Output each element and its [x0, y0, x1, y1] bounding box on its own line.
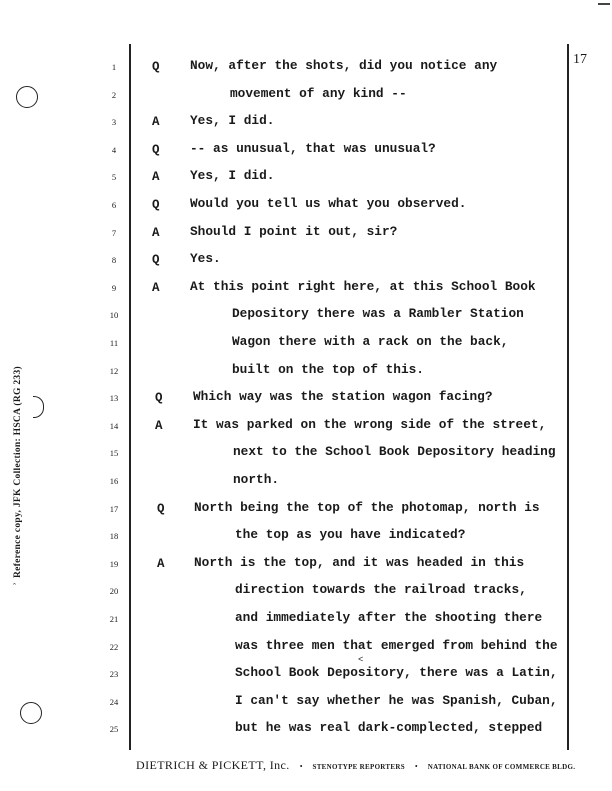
- line-number: 15: [109, 448, 119, 459]
- speaker-label: A: [155, 418, 163, 433]
- footer-separator: •: [299, 762, 303, 771]
- transcript-line: built on the top of this.: [232, 361, 424, 377]
- binding-bracket: [33, 396, 44, 418]
- footer-firm: DIETRICH & PICKETT, Inc.: [136, 758, 290, 772]
- line-number: 12: [109, 365, 119, 376]
- transcript-line: Yes.: [190, 251, 221, 267]
- speaker-label: Q: [155, 391, 163, 406]
- footer-address: NATIONAL BANK OF COMMERCE BLDG.: [427, 763, 576, 771]
- line-number: 25: [109, 724, 119, 735]
- transcript-line: the top as you have indicated?: [235, 527, 466, 543]
- transcript-line: but he was real dark-complected, stepped: [235, 720, 543, 736]
- transcript-line: School Book Depository, there was a Latin,: [235, 665, 558, 681]
- transcript-line: and immediately after the shooting there: [235, 610, 543, 625]
- speaker-label: Q: [152, 198, 160, 212]
- transcript-line: Which way was the station wagon facing?: [193, 389, 493, 405]
- line-number: 10: [109, 310, 119, 321]
- transcript-line: It was parked on the wrong side of the street,: [193, 416, 547, 432]
- transcript-line: Yes, I did.: [190, 113, 275, 129]
- transcript-line: Wagon there with a rack on the back,: [232, 334, 509, 349]
- line-number: 21: [109, 614, 119, 624]
- line-number: 18: [109, 531, 119, 542]
- line-number: 2: [111, 89, 117, 100]
- punch-hole-bottom: [20, 702, 42, 724]
- line-number: 24: [109, 696, 119, 707]
- transcript-line: -- as unusual, that was unusual?: [190, 140, 436, 156]
- line-number: 20: [109, 586, 119, 597]
- speaker-label: Q: [152, 253, 160, 268]
- line-number: 6: [111, 200, 117, 210]
- line-number: 5: [111, 172, 117, 183]
- line-number: 13: [109, 393, 119, 404]
- speaker-label: A: [152, 115, 160, 130]
- scan-mark: [598, 3, 610, 5]
- line-number: 3: [111, 117, 117, 128]
- speaker-label: Q: [157, 501, 165, 516]
- page-number: 17: [573, 52, 587, 67]
- transcript-line: direction towards the railroad tracks,: [235, 582, 527, 598]
- transcript-line: I can't say whether he was Spanish, Cuban,: [235, 692, 558, 708]
- speaker-label: A: [152, 170, 160, 185]
- left-margin-rule: [129, 44, 131, 750]
- speaker-label: Q: [152, 60, 160, 74]
- transcript-line: Would you tell us what you observed.: [190, 196, 467, 211]
- transcript-line: Now, after the shots, did you notice any: [190, 58, 498, 73]
- transcript-line: north.: [233, 472, 280, 487]
- line-number: 19: [109, 558, 119, 569]
- line-number: 8: [111, 255, 117, 266]
- line-number: 17: [109, 503, 119, 514]
- line-number: 23: [109, 669, 119, 680]
- transcript-line: North is the top, and it was headed in this: [194, 554, 525, 570]
- line-number: 16: [109, 476, 119, 486]
- transcript-line: Yes, I did.: [190, 168, 275, 184]
- transcript-line: At this point right here, at this School Book: [190, 278, 536, 294]
- line-number: 4: [111, 144, 117, 155]
- footer-separator: •: [414, 762, 418, 771]
- speaker-label: Q: [152, 142, 160, 157]
- line-number: 1: [111, 62, 117, 72]
- transcript-line: movement of any kind --: [230, 85, 407, 101]
- line-number: 14: [109, 420, 119, 431]
- footer-service: STENOTYPE REPORTERS: [312, 763, 405, 771]
- line-number: 7: [111, 227, 117, 238]
- speaker-label: A: [152, 225, 160, 240]
- punch-hole-top: [16, 86, 38, 108]
- transcript-line: North being the top of the photomap, north is: [194, 499, 540, 515]
- line-number: 22: [109, 641, 119, 652]
- transcript-line: was three men that emerged from behind the: [235, 637, 558, 653]
- line-number: 9: [111, 282, 117, 293]
- transcript-line: next to the School Book Depository heading: [233, 444, 556, 460]
- margin-tick: ˆ: [13, 582, 16, 592]
- line-number: 11: [109, 338, 119, 348]
- reference-stamp: Reference copy, JFK Collection: HSCA (RG 233): [13, 366, 23, 578]
- speaker-label: A: [152, 280, 160, 295]
- handwritten-caret: <: [358, 655, 364, 665]
- transcript-line: Should I point it out, sir?: [190, 223, 398, 239]
- reporter-footer: [136, 756, 575, 774]
- speaker-label: A: [157, 556, 165, 571]
- right-margin-rule: [567, 44, 569, 750]
- transcript-line: Depository there was a Rambler Station: [232, 306, 524, 322]
